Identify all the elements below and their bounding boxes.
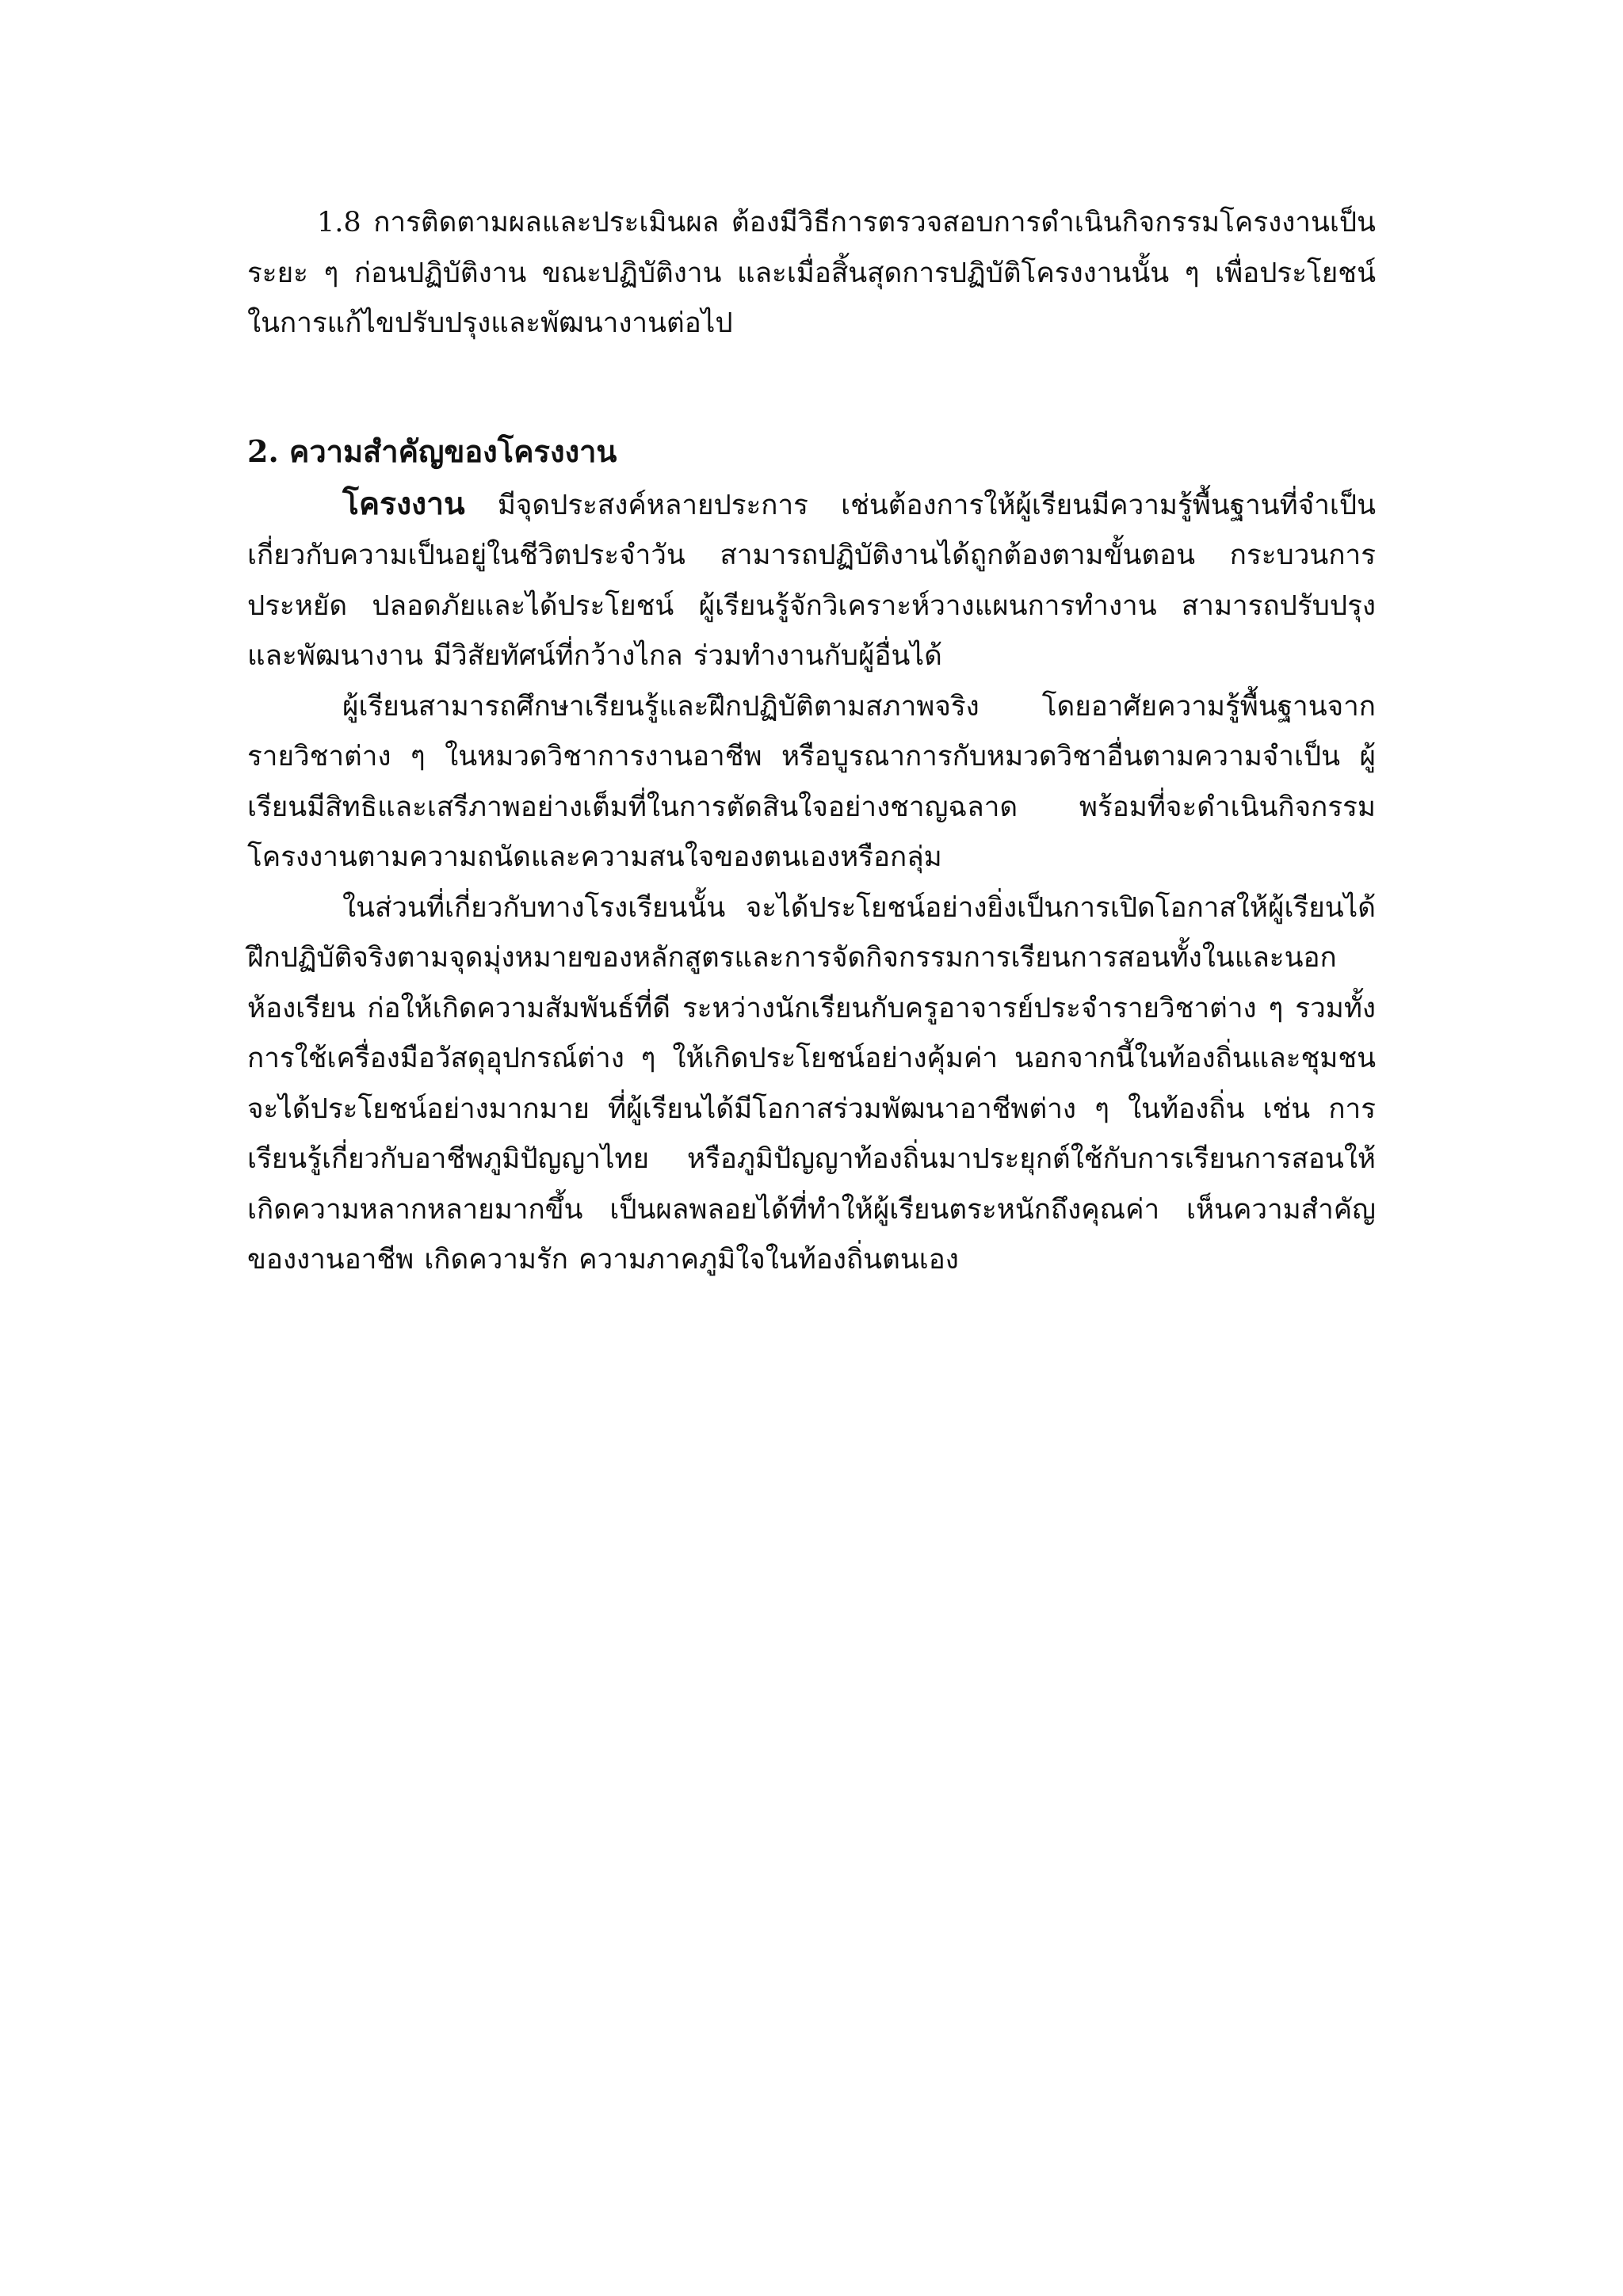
paragraph-learner-practice: ผู้เรียนสามารถศึกษาเรียนรู้และฝึกปฏิบัติตามสภาพจริง โดยอาศัยความรู้พื้นฐานจากรายวิชาต่าง ๆ ในหมวดวิชาการงานอาชีพ หรือบูรณาการกับหมวดวิชาอื่นตามความจำเป็น ผู้เรียนมีสิทธิและเสรีภาพอย่างเต็มที่ในการตัดสินใจอย่างชาญฉลาด พร้อมที่จะดำเนินกิจกรรมโครงงานตามความถนัดและความสนใจของตนเองหรือกลุ่ม: [247, 690, 1376, 873]
paragraph-school-benefits: ในส่วนที่เกี่ยวกับทางโรงเรียนนั้น จะได้ประโยชน์อย่างยิ่งเป็นการเปิดโอกาสให้ผู้เรียนได้ฝึกปฏิบัติจริงตามจุดมุ่งหมายของหลักสูตรและการจัดกิจกรรมการเรียนการสอนทั้งในและนอกห้องเรียน ก่อให้เกิดความสัมพันธ์ที่ดี ระหว่างนักเรียนกับครูอาจารย์ประจำรายวิชาต่าง ๆ รวมทั้งการใช้เครื่องมือวัสดุอุปกรณ์ต่าง ๆ ให้เกิดประโยชน์อย่างคุ้มค่า นอกจากนี้ในท้องถิ่นและชุมชนจะได้ประโยชน์อย่างมากมาย ที่ผู้เรียนได้มีโอกาสร่วมพัฒนาอาชีพต่าง ๆ ในท้องถิ่น เช่น การเรียนรู้เกี่ยวกับอาชีพภูมิปัญญาไทย หรือภูมิปัญญาท้องถิ่นมาประยุกต์ใช้กับการเรียนการสอนให้เกิดความหลากหลายมากขึ้น เป็นผลพลอยได้ที่ทำให้ผู้เรียนตระหนักถึงคุณค่า เห็นความสำคัญของงานอาชีพ เกิดความรัก ความภาคภูมิใจในท้องถิ่นตนเอง: [247, 891, 1376, 1276]
paragraph-1-8: 1.8 การติดตามผลและประเมินผล ต้องมีวิธีการตรวจสอบการดำเนินกิจกรรมโครงงานเป็นระยะ ๆ ก่อนปฏิบัติงาน ขณะปฏิบัติงาน และเมื่อสิ้นสุดการปฏิบัติโครงงานนั้น ๆ เพื่อประโยชน์ในการแก้ไขปรับปรุงและพัฒนางานต่อไป: [247, 207, 1376, 339]
paragraph-project-purpose-body: มีจุดประสงค์หลายประการ เช่นต้องการให้ผู้เรียนมีความรู้พื้นฐานที่จำเป็นเกี่ยวกับความเป็นอยู่ในชีวิตประจำวัน สามารถปฏิบัติงานได้ถูกต้องตามขั้นตอน กระบวนการประหยัด ปลอดภัยและได้ประโยชน์ ผู้เรียนรู้จักวิเคราะห์วางแผนการทำงาน สามารถปรับปรุงและพัฒนางาน มีวิสัยทัศน์ที่กว้างไกล ร่วมทำงานกับผู้อื่นได้: [247, 489, 1376, 672]
lead-word-project: โครงงาน: [342, 485, 465, 522]
section-heading-importance: 2. ความสำคัญของโครงงาน: [247, 433, 617, 469]
document-page: [247, 198, 1376, 1286]
paragraph-project-purpose: [247, 479, 1376, 682]
